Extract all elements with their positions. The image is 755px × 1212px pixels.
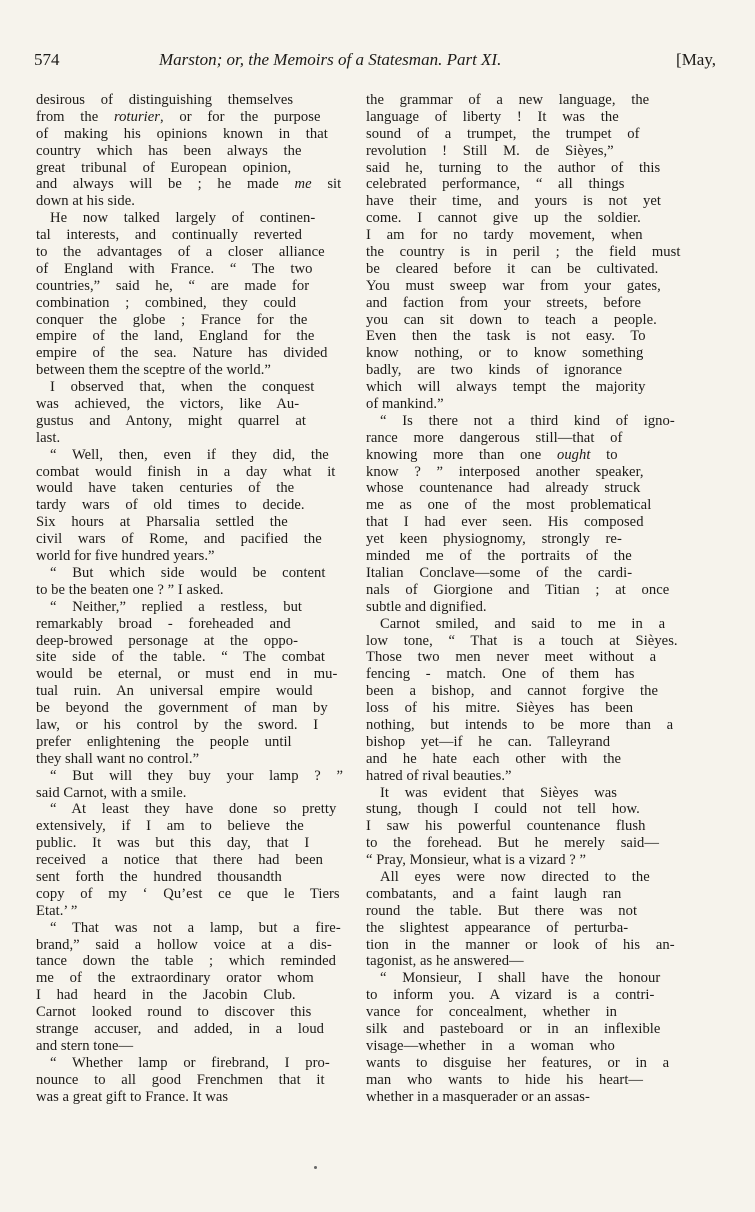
- text-line: “ But which side would be content: [50, 564, 326, 581]
- text-line: and faction from your streets, before: [366, 294, 641, 311]
- text-line: world for five hundred years.”: [36, 548, 215, 565]
- text-line: revolution ! Still M. de Sièyes,”: [366, 142, 614, 159]
- print-speck: [314, 1166, 317, 1169]
- text-line: me of the extraordinary orator whom: [36, 970, 314, 987]
- text-line: be beyond the government of man by: [36, 700, 328, 717]
- text-line: site side of the table. “ The combat: [36, 649, 325, 666]
- text-line: down at his side.: [36, 193, 135, 210]
- text-line: the slightest appearance of perturba-: [366, 919, 629, 936]
- text-line: tal interests, and continually reverted: [36, 227, 302, 244]
- text-line: the country is in peril ; the field must: [366, 244, 681, 261]
- text-line: I had heard in the Jacobin Club.: [36, 987, 296, 1004]
- text-line: “ At least they have done so pretty: [50, 801, 337, 818]
- text-line: “ Pray, Monsieur, what is a vizard ? ”: [366, 852, 587, 869]
- text-line: tardy wars of old times to decide.: [36, 497, 305, 514]
- text-line: know nothing, or to know something: [366, 345, 644, 362]
- text-line: minded me of the portraits of the: [366, 548, 632, 565]
- text-line: tion in the manner or look of his an-: [366, 936, 675, 953]
- text-line: combatants, and a faint laugh ran: [366, 885, 622, 902]
- text-line: “ Is there not a third kind of igno-: [380, 412, 675, 429]
- text-line: country which has been always the: [36, 142, 302, 159]
- text-line: know ? ” interposed another speaker,: [366, 463, 644, 480]
- text-line: and always will be ; he made me sit: [36, 176, 342, 193]
- text-line: Carnot smiled, and said to me in a: [380, 615, 666, 632]
- text-line: round the table. But there was not: [366, 902, 638, 919]
- text-line: to be the beaten one ? ” I asked.: [36, 581, 224, 598]
- left-text-column: [36, 92, 350, 1105]
- text-line: the grammar of a new language, the: [366, 92, 650, 108]
- text-line: “ That was not a lamp, but a fire-: [50, 919, 341, 936]
- text-line: of England with France. “ The two: [36, 260, 313, 277]
- text-line: law, or his control by the sword. I: [36, 716, 319, 733]
- text-line: tagonist, as he answered—: [366, 953, 524, 970]
- text-line: tance down the table ; which reminded: [36, 953, 336, 970]
- text-line: nothing, but intends to be more than a: [366, 716, 674, 733]
- text-line: conquer the globe ; France for the: [36, 311, 308, 328]
- text-line: was achieved, the victors, like Au-: [36, 396, 300, 413]
- text-line: I observed that, when the conquest: [50, 379, 315, 396]
- text-line: to the advantages of a closer alliance: [36, 244, 325, 261]
- text-line: remarkably broad - foreheaded and: [36, 615, 291, 632]
- text-line: badly, are two kinds of ignorance: [366, 362, 623, 379]
- text-line: extensively, if I am to believe the: [36, 818, 304, 835]
- text-line: gustus and Antony, might quarrel at: [36, 412, 306, 429]
- text-line: said Carnot, with a smile.: [36, 784, 187, 801]
- text-line: prefer enlightening the people until: [36, 733, 292, 750]
- text-line: low tone, “ That is a touch at Sièyes.: [366, 632, 678, 649]
- text-line: strange accuser, and added, in a loud: [36, 1020, 325, 1037]
- text-line: subtle and dignified.: [366, 598, 487, 615]
- text-line: desirous of distinguishing themselves: [36, 92, 294, 108]
- text-line: would have taken centuries of the: [36, 480, 295, 497]
- text-line: received a notice that there had been: [36, 852, 323, 869]
- text-line: stung, though I could not tell how.: [366, 801, 640, 818]
- text-line: to the forehead. But he merely said—: [366, 835, 660, 852]
- page-header: [34, 50, 716, 76]
- text-line: sent forth the hundred thousandth: [36, 868, 282, 885]
- text-line: and stern tone—: [36, 1037, 134, 1054]
- text-line: last.: [36, 429, 61, 446]
- text-line: He now talked largely of continen-: [50, 210, 316, 227]
- text-line: yet keen physiognomy, strongly re-: [366, 531, 622, 548]
- text-line: was a great gift to France. It was: [36, 1088, 229, 1105]
- text-line: which will always tempt the majority: [366, 379, 646, 396]
- text-line: combat would finish in a day what it: [36, 463, 336, 480]
- text-line: It was evident that Sièyes was: [380, 784, 617, 801]
- text-line: countries,” said he, “ are made for: [36, 277, 310, 294]
- text-line: to inform you. A vizard is a contri-: [366, 987, 655, 1004]
- text-line: you can sit down to teach a people.: [366, 311, 657, 328]
- text-line: brand,” said a hollow voice at a dis-: [36, 936, 332, 953]
- text-line: come. I cannot give up the soldier.: [366, 210, 641, 227]
- text-line: “ But will they buy your lamp ? ”: [50, 767, 344, 784]
- text-line: whether in a masquerader or an assas-: [366, 1088, 590, 1105]
- text-line: All eyes were now directed to the: [380, 868, 650, 885]
- text-line: that I had ever seen. His composed: [366, 514, 644, 531]
- text-line: public. It was but this day, that I: [36, 835, 310, 852]
- text-line: from the roturier, or for the purpose: [36, 108, 321, 125]
- page-number: 574: [34, 50, 60, 69]
- text-line: Etat.’ ”: [36, 902, 78, 919]
- text-line: knowing more than one ought to: [366, 446, 618, 463]
- text-line: between them the sceptre of the world.”: [36, 362, 271, 379]
- text-line: loss of his mitre. Sièyes has been: [366, 700, 634, 717]
- text-line: civil wars of Rome, and pacified the: [36, 531, 322, 548]
- text-line: “ Well, then, even if they did, the: [50, 446, 329, 463]
- text-line: combination ; combined, they could: [36, 294, 297, 311]
- text-line: rance more dangerous still—that of: [366, 429, 623, 446]
- text-line: man who wants to hide his heart—: [366, 1071, 644, 1088]
- text-line: visage—whether in a woman who: [366, 1037, 615, 1054]
- text-line: nals of Giorgione and Titian ; at once: [366, 581, 670, 598]
- text-line: copy of my ‘ Qu’est ce que le Tiers: [36, 885, 340, 902]
- text-line: empire of the land, England for the: [36, 328, 315, 345]
- text-line: wants to disguise her features, or in a: [366, 1054, 670, 1071]
- text-line: Carnot looked round to discover this: [36, 1004, 312, 1021]
- text-line: and he hate each other with the: [366, 750, 622, 767]
- text-line: of making his opinions known in that: [36, 125, 328, 142]
- text-line: deep-browed personage at the oppo-: [36, 632, 299, 649]
- text-line: You must sweep war from your gates,: [366, 277, 661, 294]
- text-line: Even then the task is not easy. To: [366, 328, 646, 345]
- text-line: celebrated performance, “ all things: [366, 176, 625, 193]
- text-line: Italian Conclave—some of the cardi-: [366, 564, 633, 581]
- text-line: bishop yet—if he can. Talleyrand: [366, 733, 611, 750]
- running-title: Marston; or, the Memoirs of a Statesman. Part XI.: [159, 50, 502, 69]
- right-text-column: [366, 92, 686, 1105]
- text-line: “ Monsieur, I shall have the honour: [380, 970, 661, 987]
- text-line: sound of a trumpet, the trumpet of: [366, 125, 640, 142]
- text-line: great tribunal of European opinion,: [36, 159, 292, 176]
- text-line: would be eternal, or must end in mu-: [36, 666, 338, 683]
- text-line: tual ruin. An universal empire would: [36, 683, 313, 700]
- text-line: fencing - match. One of them has: [366, 666, 635, 683]
- text-line: silk and pasteboard or in an inflexible: [366, 1020, 661, 1037]
- text-line: empire of the sea. Nature has divided: [36, 345, 328, 362]
- running-month: [May,: [676, 50, 716, 69]
- text-line: I am for no tardy movement, when: [366, 227, 643, 244]
- text-line: Those two men never meet without a: [366, 649, 657, 666]
- text-line: of mankind.”: [366, 396, 444, 413]
- text-line: “ Whether lamp or firebrand, I pro-: [50, 1054, 330, 1071]
- text-line: language of liberty ! It was the: [366, 108, 619, 125]
- text-line: Six hours at Pharsalia settled the: [36, 514, 288, 531]
- text-line: hatred of rival beauties.”: [366, 767, 512, 784]
- text-line: vance for concealment, whether in: [366, 1004, 618, 1021]
- text-line: said he, turning to the author of this: [366, 159, 661, 176]
- text-line: me as one of the most problematical: [366, 497, 652, 514]
- text-line: “ Neither,” replied a restless, but: [50, 598, 303, 615]
- text-line: been a bishop, and cannot forgive the: [366, 683, 659, 700]
- text-line: nounce to all good Frenchmen that it: [36, 1071, 325, 1088]
- text-line: be cleared before it can be cultivated.: [366, 260, 659, 277]
- text-line: I saw his powerful countenance flush: [366, 818, 646, 835]
- text-line: whose countenance had already struck: [366, 480, 641, 497]
- text-line: they shall want no control.”: [36, 750, 200, 767]
- text-line: have their time, and yours is not yet: [366, 193, 661, 210]
